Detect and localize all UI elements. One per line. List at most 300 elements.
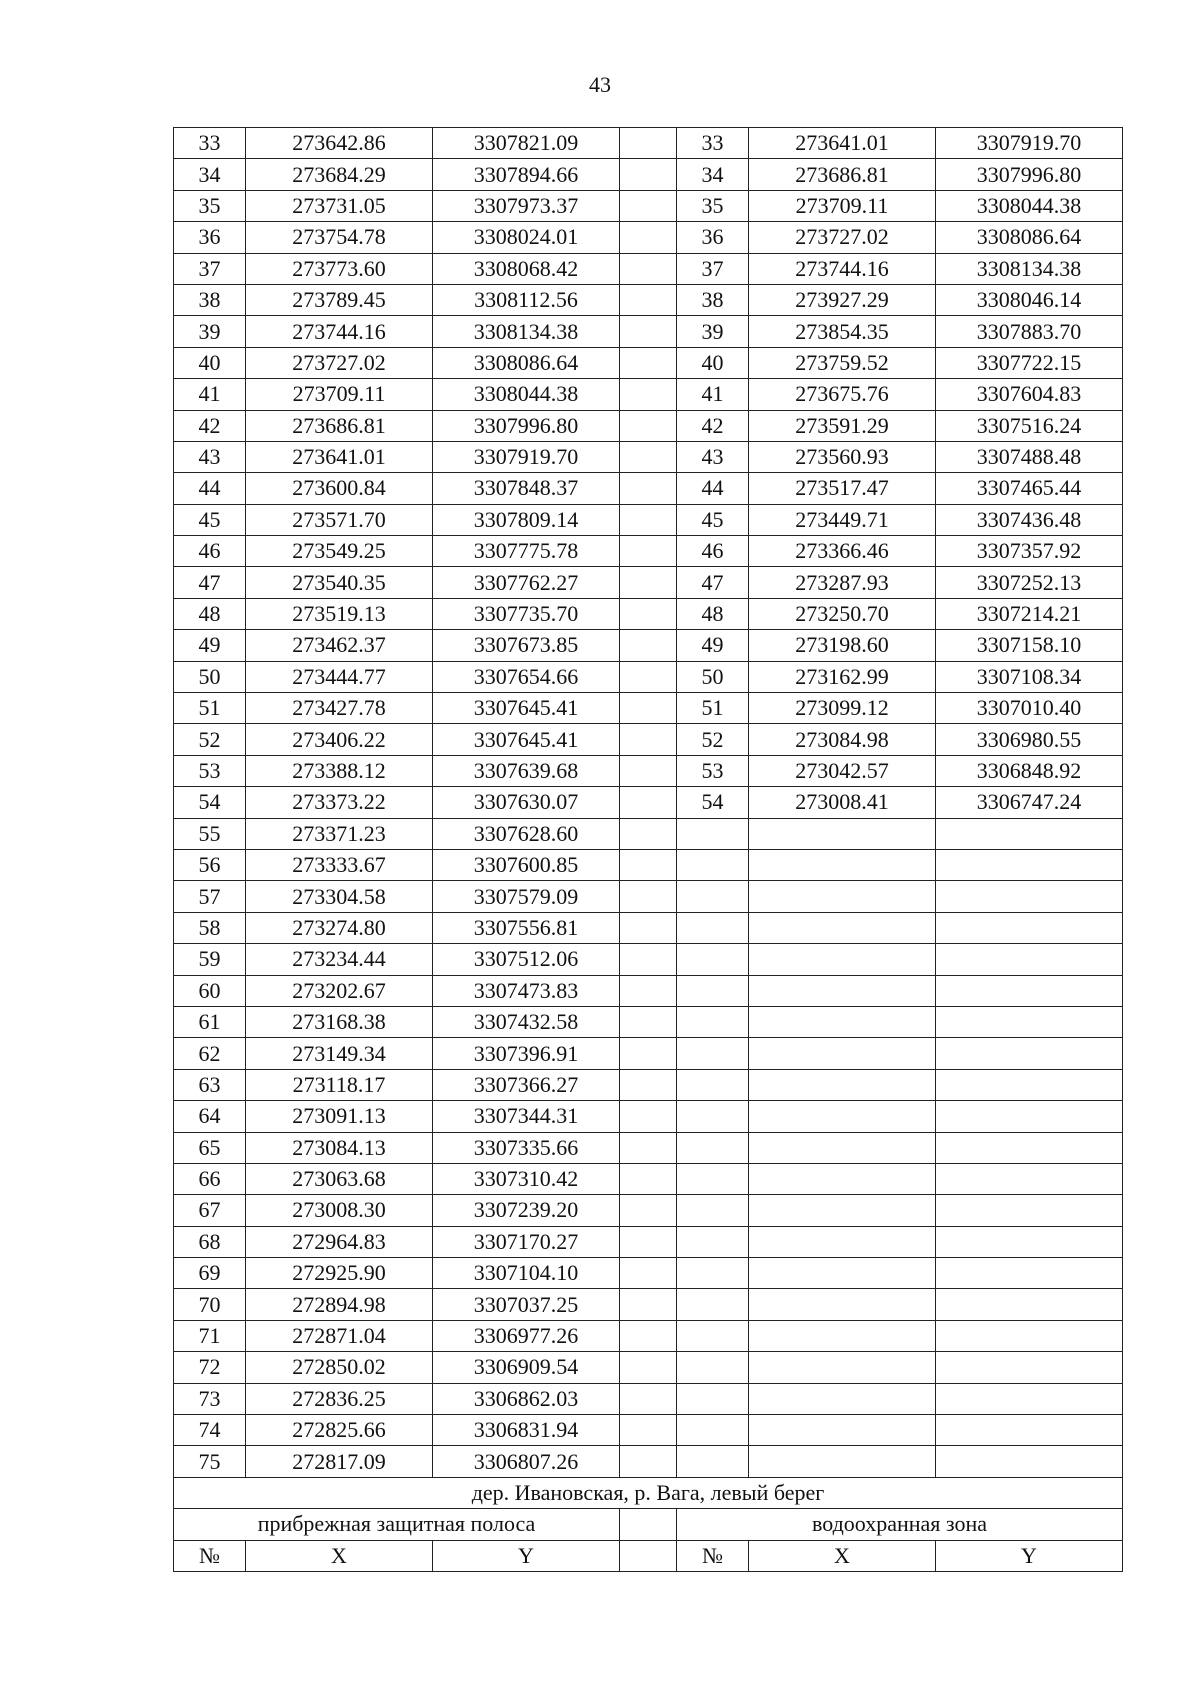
left-y-header: Y	[433, 1540, 620, 1571]
left-y-value: 3307762.27	[433, 567, 620, 598]
left-x-value: 272871.04	[246, 1320, 433, 1351]
left-point-number: 56	[174, 849, 246, 880]
gap-cell	[620, 1415, 677, 1446]
right-y-value	[936, 1006, 1123, 1037]
right-y-value	[936, 1352, 1123, 1383]
right-y-value	[936, 1163, 1123, 1194]
left-x-value: 273406.22	[246, 724, 433, 755]
right-point-number	[677, 1069, 749, 1100]
table-row	[174, 316, 1123, 347]
left-point-number: 52	[174, 724, 246, 755]
right-x-value: 273641.01	[749, 128, 936, 159]
left-y-value: 3307673.85	[433, 630, 620, 661]
right-x-value: 273287.93	[749, 567, 936, 598]
right-point-number: 35	[677, 190, 749, 221]
right-x-value: 273927.29	[749, 284, 936, 315]
left-point-number: 72	[174, 1352, 246, 1383]
left-x-value: 273168.38	[246, 1006, 433, 1037]
left-y-value: 3308134.38	[433, 316, 620, 347]
left-y-value: 3307579.09	[433, 881, 620, 912]
right-x-value: 273854.35	[749, 316, 936, 347]
right-x-value	[749, 1289, 936, 1320]
gap-cell	[620, 253, 677, 284]
column-header-row	[174, 1540, 1123, 1571]
right-point-number: 51	[677, 693, 749, 724]
table-row	[174, 190, 1123, 221]
table-row	[174, 630, 1123, 661]
left-y-value: 3307630.07	[433, 787, 620, 818]
right-x-value	[749, 1132, 936, 1163]
section-title: дер. Ивановская, р. Вага, левый берег	[174, 1477, 1123, 1508]
left-point-number: 63	[174, 1069, 246, 1100]
gap-cell	[620, 912, 677, 943]
right-y-value	[936, 1226, 1123, 1257]
table-row	[174, 1006, 1123, 1037]
right-point-number: 40	[677, 347, 749, 378]
table-row	[174, 159, 1123, 190]
right-point-number	[677, 1383, 749, 1414]
gap-cell	[620, 128, 677, 159]
left-point-number: 50	[174, 661, 246, 692]
right-point-number: 45	[677, 504, 749, 535]
gap-cell	[620, 347, 677, 378]
left-y-value: 3307335.66	[433, 1132, 620, 1163]
left-point-number: 51	[174, 693, 246, 724]
right-y-value: 3307252.13	[936, 567, 1123, 598]
table-row	[174, 1195, 1123, 1226]
left-x-value: 272925.90	[246, 1258, 433, 1289]
left-y-value: 3306977.26	[433, 1320, 620, 1351]
right-y-value	[936, 975, 1123, 1006]
left-y-value: 3308086.64	[433, 347, 620, 378]
right-x-value	[749, 1163, 936, 1194]
left-point-number: 43	[174, 441, 246, 472]
right-y-value	[936, 1069, 1123, 1100]
right-point-number	[677, 1415, 749, 1446]
right-point-number	[677, 1163, 749, 1194]
right-point-number: 34	[677, 159, 749, 190]
right-point-number: 36	[677, 222, 749, 253]
left-x-value: 273008.30	[246, 1195, 433, 1226]
left-x-value: 273084.13	[246, 1132, 433, 1163]
left-point-number: 47	[174, 567, 246, 598]
right-x-value	[749, 1226, 936, 1257]
left-x-value: 273373.22	[246, 787, 433, 818]
left-point-number: 73	[174, 1383, 246, 1414]
right-point-number	[677, 975, 749, 1006]
right-y-value	[936, 1383, 1123, 1414]
right-y-value: 3307516.24	[936, 410, 1123, 441]
gap-cell	[620, 504, 677, 535]
left-x-value: 273063.68	[246, 1163, 433, 1194]
left-point-number: 74	[174, 1415, 246, 1446]
right-x-value: 273591.29	[749, 410, 936, 441]
right-point-number: 47	[677, 567, 749, 598]
gap-cell	[620, 1226, 677, 1257]
right-point-number	[677, 1226, 749, 1257]
left-point-number: 59	[174, 944, 246, 975]
left-y-value: 3308024.01	[433, 222, 620, 253]
right-point-number: 33	[677, 128, 749, 159]
left-point-number: 58	[174, 912, 246, 943]
left-point-number: 37	[174, 253, 246, 284]
left-group-header: прибрежная защитная полоса	[174, 1509, 620, 1540]
left-point-number: 46	[174, 536, 246, 567]
right-x-value	[749, 881, 936, 912]
gap-cell	[620, 818, 677, 849]
table-row	[174, 881, 1123, 912]
right-point-number: 48	[677, 598, 749, 629]
right-point-number	[677, 1101, 749, 1132]
left-point-number: 33	[174, 128, 246, 159]
table-row	[174, 1226, 1123, 1257]
left-point-number: 66	[174, 1163, 246, 1194]
left-x-value: 273149.34	[246, 1038, 433, 1069]
right-x-value	[749, 849, 936, 880]
section-header-block	[174, 1477, 1123, 1571]
gap-cell	[620, 787, 677, 818]
table-row	[174, 1289, 1123, 1320]
right-y-value: 3306848.92	[936, 755, 1123, 786]
left-point-number: 55	[174, 818, 246, 849]
left-x-value: 272836.25	[246, 1383, 433, 1414]
left-y-value: 3307600.85	[433, 849, 620, 880]
table-row	[174, 441, 1123, 472]
table-row	[174, 284, 1123, 315]
right-x-value: 273560.93	[749, 441, 936, 472]
table-row	[174, 536, 1123, 567]
right-point-number	[677, 1289, 749, 1320]
gap-cell	[620, 284, 677, 315]
right-y-value	[936, 1446, 1123, 1477]
left-point-number: 48	[174, 598, 246, 629]
coordinates-table	[173, 127, 1123, 1572]
gap-cell	[620, 441, 677, 472]
right-x-value	[749, 818, 936, 849]
left-point-number: 57	[174, 881, 246, 912]
gap-cell	[620, 975, 677, 1006]
right-y-value: 3307357.92	[936, 536, 1123, 567]
right-point-number	[677, 944, 749, 975]
table-row	[174, 1320, 1123, 1351]
table-row	[174, 661, 1123, 692]
table-row	[174, 1069, 1123, 1100]
left-y-value: 3306807.26	[433, 1446, 620, 1477]
right-point-number	[677, 1258, 749, 1289]
right-y-value	[936, 912, 1123, 943]
gap-cell	[620, 1320, 677, 1351]
right-y-value	[936, 1320, 1123, 1351]
right-x-value	[749, 1446, 936, 1477]
page-number: 43	[589, 72, 611, 97]
left-y-value: 3307775.78	[433, 536, 620, 567]
right-y-value	[936, 881, 1123, 912]
right-y-value: 3307158.10	[936, 630, 1123, 661]
coordinates-table-body	[174, 128, 1123, 1478]
left-point-number: 36	[174, 222, 246, 253]
left-x-value: 273727.02	[246, 347, 433, 378]
right-x-value: 273449.71	[749, 504, 936, 535]
right-y-value	[936, 1289, 1123, 1320]
left-point-number: 44	[174, 473, 246, 504]
left-point-number: 68	[174, 1226, 246, 1257]
right-y-value: 3306747.24	[936, 787, 1123, 818]
left-x-value: 273234.44	[246, 944, 433, 975]
right-x-value	[749, 1038, 936, 1069]
right-point-number: 43	[677, 441, 749, 472]
right-point-number	[677, 881, 749, 912]
gap-cell	[620, 630, 677, 661]
left-y-value: 3306831.94	[433, 1415, 620, 1446]
gap-cell	[620, 1289, 677, 1320]
left-point-number: 71	[174, 1320, 246, 1351]
table-row	[174, 912, 1123, 943]
right-x-value	[749, 1415, 936, 1446]
right-x-value	[749, 1101, 936, 1132]
right-point-number: 53	[677, 755, 749, 786]
right-group-header: водоохранная зона	[677, 1509, 1123, 1540]
left-y-value: 3307639.68	[433, 755, 620, 786]
table-row	[174, 1258, 1123, 1289]
right-x-value	[749, 912, 936, 943]
left-x-value: 273789.45	[246, 284, 433, 315]
left-y-value: 3307366.27	[433, 1069, 620, 1100]
table-row	[174, 347, 1123, 378]
gap-cell	[620, 1352, 677, 1383]
left-y-value: 3307432.58	[433, 1006, 620, 1037]
table-row	[174, 787, 1123, 818]
left-point-number: 61	[174, 1006, 246, 1037]
right-point-number	[677, 1132, 749, 1163]
right-y-value: 3306980.55	[936, 724, 1123, 755]
table-row	[174, 849, 1123, 880]
right-y-value	[936, 1258, 1123, 1289]
left-point-number: 49	[174, 630, 246, 661]
gap-cell	[620, 1069, 677, 1100]
gap-cell	[620, 661, 677, 692]
right-x-value: 273727.02	[749, 222, 936, 253]
left-point-number: 69	[174, 1258, 246, 1289]
left-y-value: 3307170.27	[433, 1226, 620, 1257]
table-row	[174, 1446, 1123, 1477]
right-y-value: 3307722.15	[936, 347, 1123, 378]
gap-cell	[620, 1101, 677, 1132]
right-y-value	[936, 1132, 1123, 1163]
left-point-number: 42	[174, 410, 246, 441]
left-y-value: 3307104.10	[433, 1258, 620, 1289]
left-point-number: 38	[174, 284, 246, 315]
left-point-number: 64	[174, 1101, 246, 1132]
gap-cell	[620, 1540, 677, 1571]
right-y-value: 3307919.70	[936, 128, 1123, 159]
right-y-value: 3307883.70	[936, 316, 1123, 347]
left-y-value: 3307645.41	[433, 693, 620, 724]
left-y-value: 3308044.38	[433, 379, 620, 410]
gap-cell	[620, 724, 677, 755]
right-y-value: 3307436.48	[936, 504, 1123, 535]
right-x-value: 273084.98	[749, 724, 936, 755]
left-x-header: X	[246, 1540, 433, 1571]
right-x-value	[749, 1195, 936, 1226]
left-y-value: 3307239.20	[433, 1195, 620, 1226]
right-y-header: Y	[936, 1540, 1123, 1571]
left-point-number: 35	[174, 190, 246, 221]
left-point-number: 75	[174, 1446, 246, 1477]
left-x-value: 272825.66	[246, 1415, 433, 1446]
right-x-value	[749, 1069, 936, 1100]
left-y-value: 3307809.14	[433, 504, 620, 535]
gap-cell	[620, 1509, 677, 1540]
right-num-header: №	[677, 1540, 749, 1571]
right-y-value	[936, 944, 1123, 975]
table-row	[174, 944, 1123, 975]
left-y-value: 3307821.09	[433, 128, 620, 159]
gap-cell	[620, 473, 677, 504]
section-title-row	[174, 1477, 1123, 1508]
right-point-number	[677, 1320, 749, 1351]
gap-cell	[620, 1383, 677, 1414]
right-y-value	[936, 849, 1123, 880]
left-x-value: 273754.78	[246, 222, 433, 253]
right-y-value: 3307108.34	[936, 661, 1123, 692]
left-x-value: 273202.67	[246, 975, 433, 1006]
right-x-value	[749, 1320, 936, 1351]
gap-cell	[620, 1258, 677, 1289]
table-row	[174, 598, 1123, 629]
table-row	[174, 504, 1123, 535]
right-point-number: 42	[677, 410, 749, 441]
left-point-number: 70	[174, 1289, 246, 1320]
left-x-value: 273388.12	[246, 755, 433, 786]
right-x-value	[749, 944, 936, 975]
left-point-number: 41	[174, 379, 246, 410]
table-row	[174, 693, 1123, 724]
left-point-number: 39	[174, 316, 246, 347]
right-point-number	[677, 849, 749, 880]
left-y-value: 3307037.25	[433, 1289, 620, 1320]
left-x-value: 273274.80	[246, 912, 433, 943]
right-y-value	[936, 1038, 1123, 1069]
left-x-value: 273371.23	[246, 818, 433, 849]
right-x-value: 273675.76	[749, 379, 936, 410]
gap-cell	[620, 1163, 677, 1194]
left-x-value: 273744.16	[246, 316, 433, 347]
left-y-value: 3307973.37	[433, 190, 620, 221]
left-x-value: 272850.02	[246, 1352, 433, 1383]
table-row	[174, 128, 1123, 159]
right-point-number	[677, 1446, 749, 1477]
left-x-value: 273684.29	[246, 159, 433, 190]
left-x-value: 272817.09	[246, 1446, 433, 1477]
left-x-value: 273731.05	[246, 190, 433, 221]
table-row	[174, 473, 1123, 504]
left-y-value: 3308068.42	[433, 253, 620, 284]
gap-cell	[620, 190, 677, 221]
left-y-value: 3307654.66	[433, 661, 620, 692]
left-x-value: 273427.78	[246, 693, 433, 724]
left-point-number: 40	[174, 347, 246, 378]
left-x-value: 273773.60	[246, 253, 433, 284]
right-y-value: 3307604.83	[936, 379, 1123, 410]
left-y-value: 3307735.70	[433, 598, 620, 629]
right-y-value: 3308044.38	[936, 190, 1123, 221]
gap-cell	[620, 222, 677, 253]
gap-cell	[620, 693, 677, 724]
gap-cell	[620, 598, 677, 629]
right-x-value	[749, 1258, 936, 1289]
left-x-value: 273304.58	[246, 881, 433, 912]
right-point-number	[677, 1006, 749, 1037]
right-x-value: 273099.12	[749, 693, 936, 724]
right-point-number: 50	[677, 661, 749, 692]
table-row	[174, 1038, 1123, 1069]
right-x-value: 273744.16	[749, 253, 936, 284]
left-x-value: 272894.98	[246, 1289, 433, 1320]
right-y-value: 3307010.40	[936, 693, 1123, 724]
right-x-value: 273162.99	[749, 661, 936, 692]
left-x-value: 273709.11	[246, 379, 433, 410]
right-y-value	[936, 818, 1123, 849]
right-y-value: 3308086.64	[936, 222, 1123, 253]
gap-cell	[620, 849, 677, 880]
left-y-value: 3307344.31	[433, 1101, 620, 1132]
left-point-number: 62	[174, 1038, 246, 1069]
table-row	[174, 1132, 1123, 1163]
left-point-number: 60	[174, 975, 246, 1006]
gap-cell	[620, 410, 677, 441]
gap-cell	[620, 755, 677, 786]
right-x-header: X	[749, 1540, 936, 1571]
table-row	[174, 818, 1123, 849]
right-point-number: 39	[677, 316, 749, 347]
left-point-number: 53	[174, 755, 246, 786]
left-x-value: 273091.13	[246, 1101, 433, 1132]
left-point-number: 34	[174, 159, 246, 190]
right-x-value	[749, 1352, 936, 1383]
gap-cell	[620, 944, 677, 975]
table-row	[174, 975, 1123, 1006]
gap-cell	[620, 1006, 677, 1037]
right-x-value: 273517.47	[749, 473, 936, 504]
right-x-value: 273042.57	[749, 755, 936, 786]
right-point-number: 52	[677, 724, 749, 755]
gap-cell	[620, 1132, 677, 1163]
right-point-number: 54	[677, 787, 749, 818]
right-point-number	[677, 1195, 749, 1226]
left-y-value: 3307396.91	[433, 1038, 620, 1069]
left-y-value: 3307310.42	[433, 1163, 620, 1194]
left-x-value: 273540.35	[246, 567, 433, 598]
right-point-number: 46	[677, 536, 749, 567]
right-point-number: 38	[677, 284, 749, 315]
right-point-number: 49	[677, 630, 749, 661]
left-x-value: 272964.83	[246, 1226, 433, 1257]
left-x-value: 273571.70	[246, 504, 433, 535]
gap-cell	[620, 536, 677, 567]
left-x-value: 273600.84	[246, 473, 433, 504]
right-y-value	[936, 1195, 1123, 1226]
left-x-value: 273686.81	[246, 410, 433, 441]
right-y-value: 3307996.80	[936, 159, 1123, 190]
right-y-value	[936, 1101, 1123, 1132]
left-y-value: 3306862.03	[433, 1383, 620, 1414]
left-x-value: 273641.01	[246, 441, 433, 472]
left-x-value: 273549.25	[246, 536, 433, 567]
table-row	[174, 253, 1123, 284]
table-row	[174, 1101, 1123, 1132]
left-y-value: 3308112.56	[433, 284, 620, 315]
table-row	[174, 1163, 1123, 1194]
